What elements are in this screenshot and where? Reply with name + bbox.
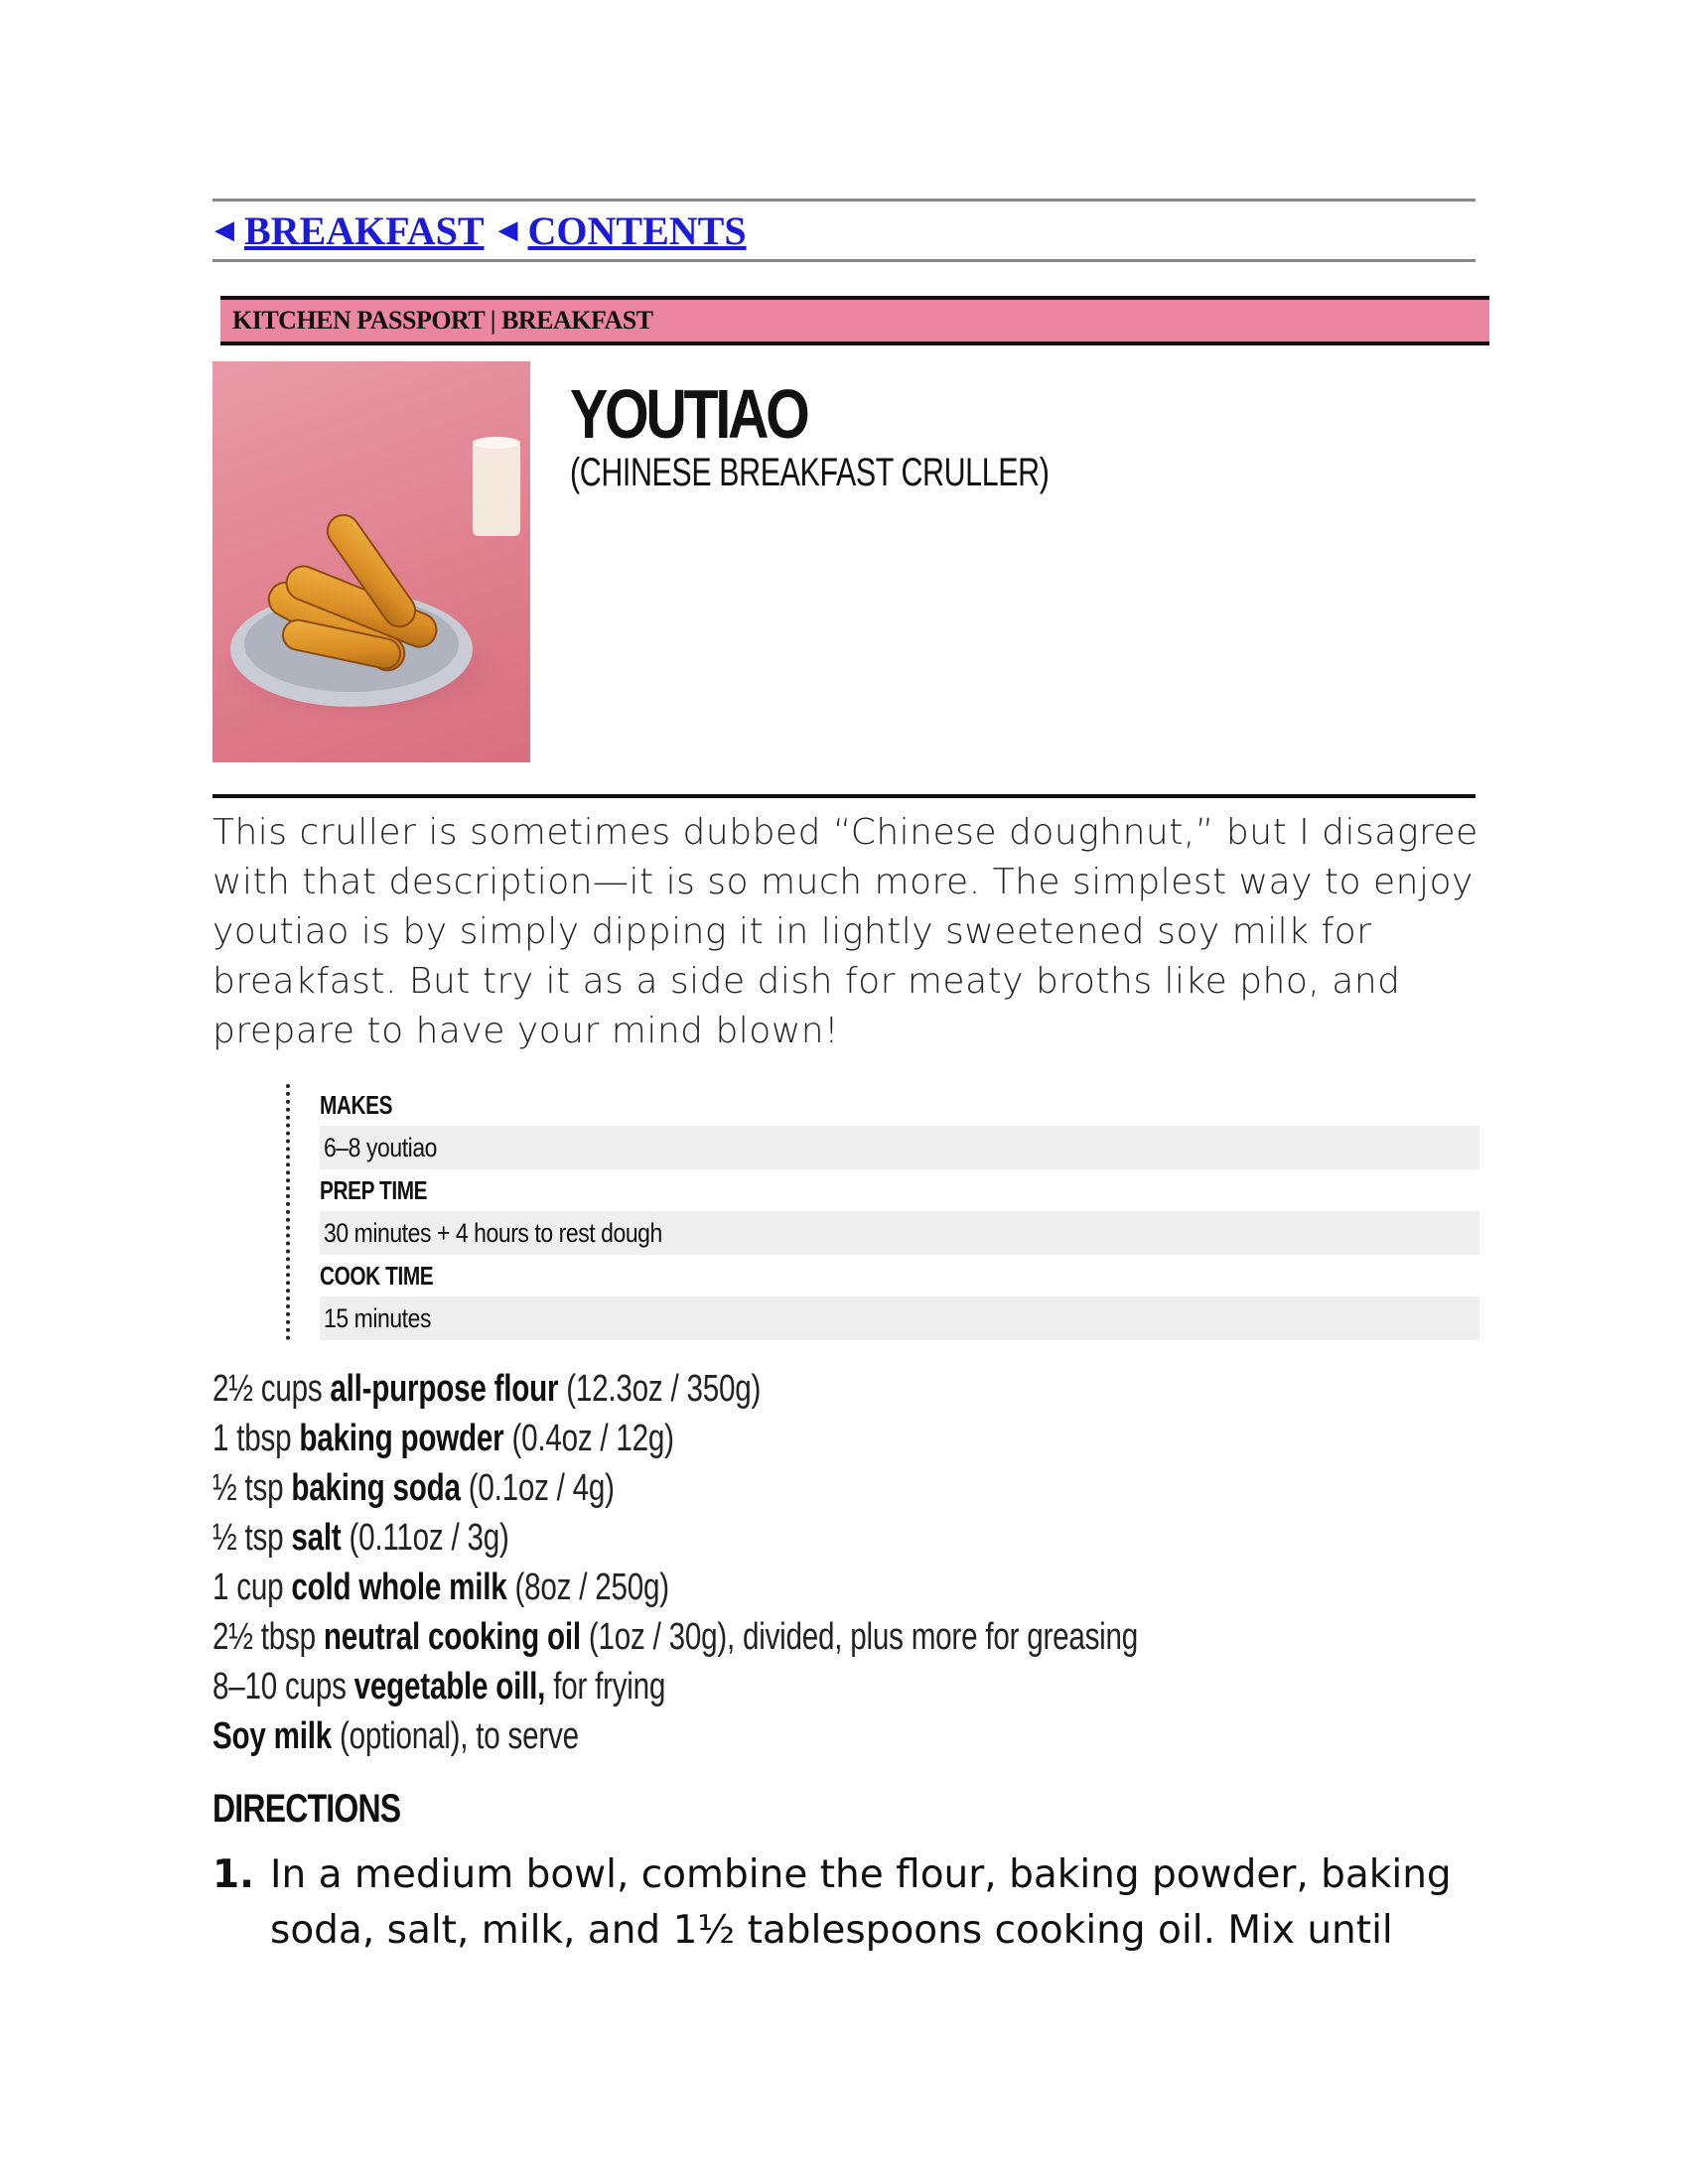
ingredient-name: neutral cooking oil: [323, 1616, 581, 1658]
ingredient-note: (8oz / 250g): [506, 1567, 669, 1608]
directions-heading: DIRECTIONS: [212, 1787, 401, 1831]
ingredient-name: baking soda: [291, 1467, 461, 1509]
cook-time-label: COOK TIME: [320, 1261, 434, 1291]
step-text-wrap: [270, 1847, 1476, 1959]
ingredient-name: Soy milk: [212, 1715, 333, 1757]
youtiao-photo: [212, 361, 530, 762]
ingredient-qty: 1 tbsp: [212, 1418, 300, 1459]
step-number: 1.: [212, 1852, 254, 1897]
makes-value: [320, 1126, 1479, 1169]
nav-link-contents[interactable]: [498, 207, 747, 254]
direction-step: [212, 1847, 1476, 1959]
ingredient-note: (12.3oz / 350g): [558, 1368, 762, 1410]
nav-link-breakfast[interactable]: [214, 207, 485, 254]
ingredient-item: [212, 1414, 1197, 1463]
recipe-subtitle: (CHINESE BREAKFAST CRULLER): [570, 451, 1050, 494]
ingredient-note: (0.4oz / 12g): [503, 1418, 674, 1459]
recipe-intro: [212, 808, 1493, 1056]
divider: [212, 794, 1476, 798]
nav-bar: [212, 199, 1476, 262]
recipe-hero: [212, 361, 1476, 762]
back-arrow-icon: ◀: [497, 215, 518, 245]
ingredient-qty: 8–10 cups: [212, 1666, 354, 1707]
recipe-meta: [286, 1084, 1476, 1340]
section-banner-text: KITCHEN PASSPORT | BREAKFAST: [232, 306, 653, 335]
back-arrow-icon: ◀: [214, 215, 234, 245]
ingredient-list: [212, 1364, 1476, 1761]
prep-time-label: PREP TIME: [320, 1175, 428, 1205]
recipe-page: [212, 199, 1476, 1959]
ingredient-item: [212, 1662, 1197, 1711]
ingredient-qty: 2½ cups: [212, 1368, 331, 1410]
ingredient-note: (1oz / 30g), divided, plus more for greasing: [580, 1616, 1139, 1658]
ingredient-qty: 1 cup: [212, 1567, 292, 1608]
prep-time-value: [320, 1211, 1479, 1255]
ingredient-name: all-purpose flour: [330, 1368, 559, 1410]
ingredient-item: [212, 1711, 1197, 1761]
ingredient-item: [212, 1513, 1197, 1563]
section-banner: [220, 296, 1489, 345]
ingredient-note: (0.1oz / 4g): [460, 1467, 615, 1509]
ingredient-qty: ½ tsp: [212, 1517, 292, 1559]
ingredient-item: [212, 1463, 1197, 1513]
ingredient-note: (optional), to serve: [332, 1715, 579, 1757]
nav-label-contents: CONTENTS: [527, 207, 747, 253]
youtiao-plate-illustration: [212, 361, 530, 762]
step-text: In a medium bowl, combine the flour, baking powder, baking soda, salt, milk, and 1½ tablespoons cooking oil. Mix until: [270, 1852, 1452, 1953]
ingredient-note: (0.11oz / 3g): [341, 1517, 509, 1559]
ingredient-name: salt: [291, 1517, 342, 1559]
nav-label-breakfast: BREAKFAST: [244, 207, 485, 253]
makes-value-text: 6–8 youtiao: [324, 1133, 438, 1162]
title-block: [570, 375, 1200, 762]
ingredient-item: [212, 1612, 1197, 1662]
ingredient-item: [212, 1364, 1197, 1414]
cook-time-value: [320, 1297, 1479, 1340]
prep-time-value-text: 30 minutes + 4 hours to rest dough: [324, 1218, 662, 1248]
ingredient-qty: 2½ tbsp: [212, 1616, 324, 1658]
ingredient-item: [212, 1563, 1197, 1612]
cook-time-value-text: 15 minutes: [324, 1303, 432, 1333]
ingredient-name: baking powder: [299, 1418, 504, 1459]
ingredient-qty: ½ tsp: [212, 1467, 292, 1509]
recipe-title: YOUTIAO: [570, 375, 807, 453]
ingredient-name: vegetable oill,: [353, 1666, 546, 1707]
intro-text: This cruller is sometimes dubbed “Chinese doughnut,” but I disagree with that description—it is so much more. The simplest way to enjoy youtiao is by simply dipping it in lightly sweetened soy milk for breakfast. But try it as a side dish for meaty broths like pho, and prepare to have your mind blown!: [212, 812, 1478, 1051]
ingredient-note: for frying: [545, 1666, 666, 1707]
makes-label: MAKES: [320, 1090, 393, 1120]
ingredient-name: cold whole milk: [291, 1567, 507, 1608]
